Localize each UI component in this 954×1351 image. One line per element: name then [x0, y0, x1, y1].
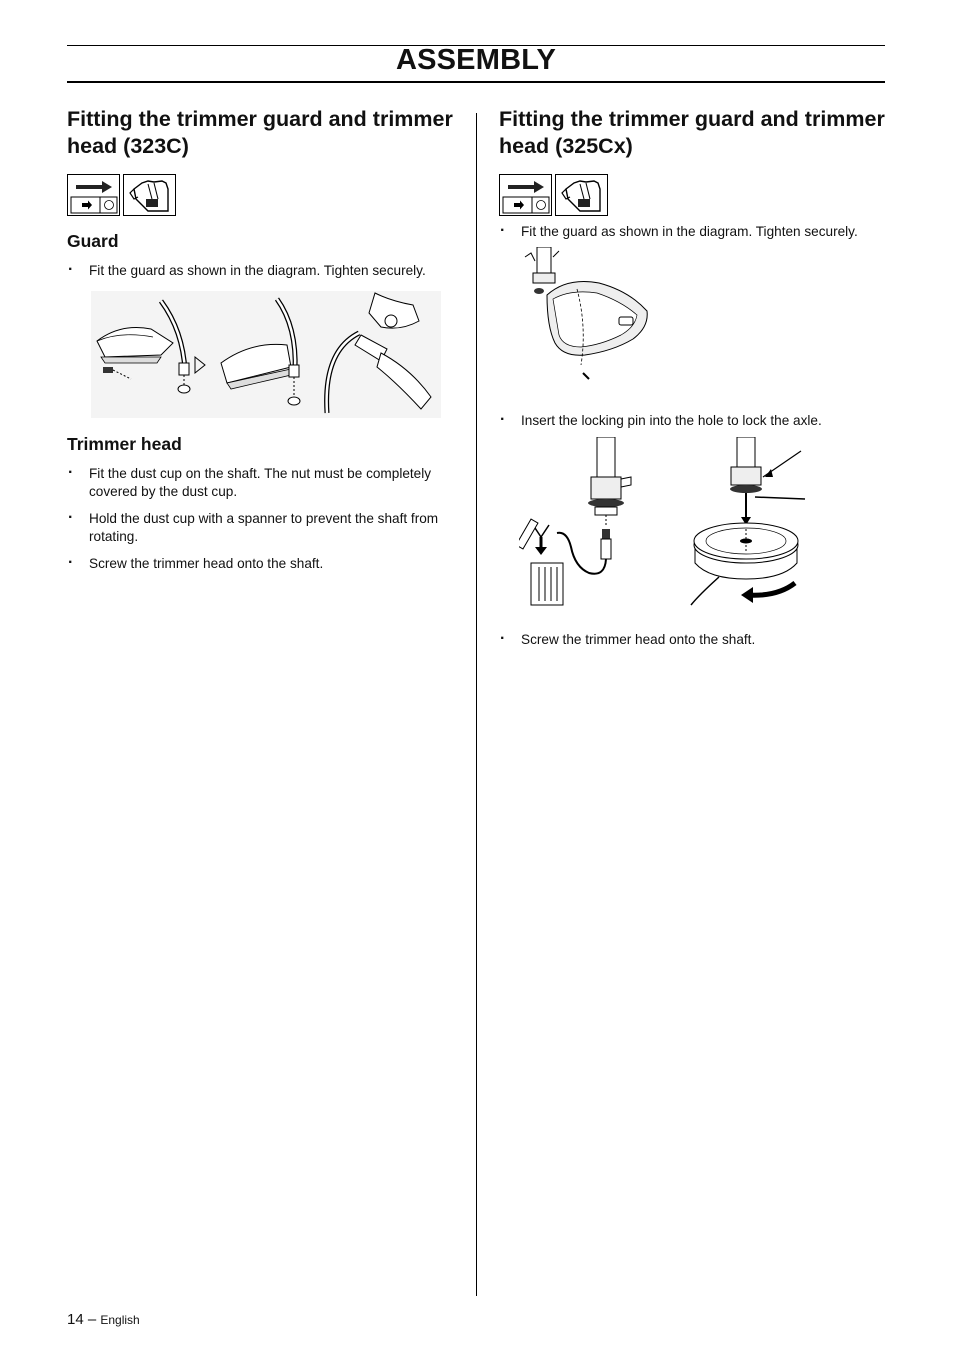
locking-pin-illustration	[519, 437, 891, 613]
locking-pin-step: · Insert the locking pin into the hole to lock the axle.	[499, 412, 891, 430]
left-column	[67, 106, 457, 573]
guard-325cx-step-1: · Fit the guard as shown in the diagram. Tighten securely.	[499, 223, 891, 241]
page-header-title: ASSEMBLY	[395, 44, 557, 76]
header-bottom-rule	[67, 81, 885, 83]
protective-glove-icon	[555, 174, 608, 216]
safety-icons-right	[499, 174, 891, 216]
section-title-323c: Fitting the trimmer guard and trimmer head (323C)	[67, 107, 453, 158]
trimmer-head-step-2: · Hold the dust cup with a spanner to prevent the shaft from rotating.	[67, 510, 457, 546]
trimmer-head-step-1: · Fit the dust cup on the shaft. The nut must be completely covered by the dust cup.	[67, 465, 457, 501]
page-number: 14 –	[67, 1311, 97, 1328]
right-column	[499, 106, 891, 649]
page-footer	[67, 1311, 140, 1328]
footer-language: English	[100, 1313, 140, 1327]
safety-icons	[67, 174, 457, 216]
guard-step-1: · Fit the guard as shown in the diagram. Tighten securely.	[67, 262, 457, 280]
trimmer-head-325cx-step: · Screw the trimmer head onto the shaft.	[499, 631, 891, 649]
column-divider	[476, 113, 477, 1296]
protective-glove-icon	[123, 174, 176, 216]
trimmer-head-heading: Trimmer head	[67, 434, 182, 454]
trimmer-head-step-3: · Screw the trimmer head onto the shaft.	[67, 555, 457, 573]
guard-heading: Guard	[67, 231, 119, 251]
section-title-325cx: Fitting the trimmer guard and trimmer head (325Cx)	[499, 107, 885, 158]
read-manual-icon	[499, 174, 552, 216]
read-manual-icon	[67, 174, 120, 216]
guard-325cx-illustration	[517, 247, 891, 387]
guard-assembly-illustration	[91, 291, 457, 418]
